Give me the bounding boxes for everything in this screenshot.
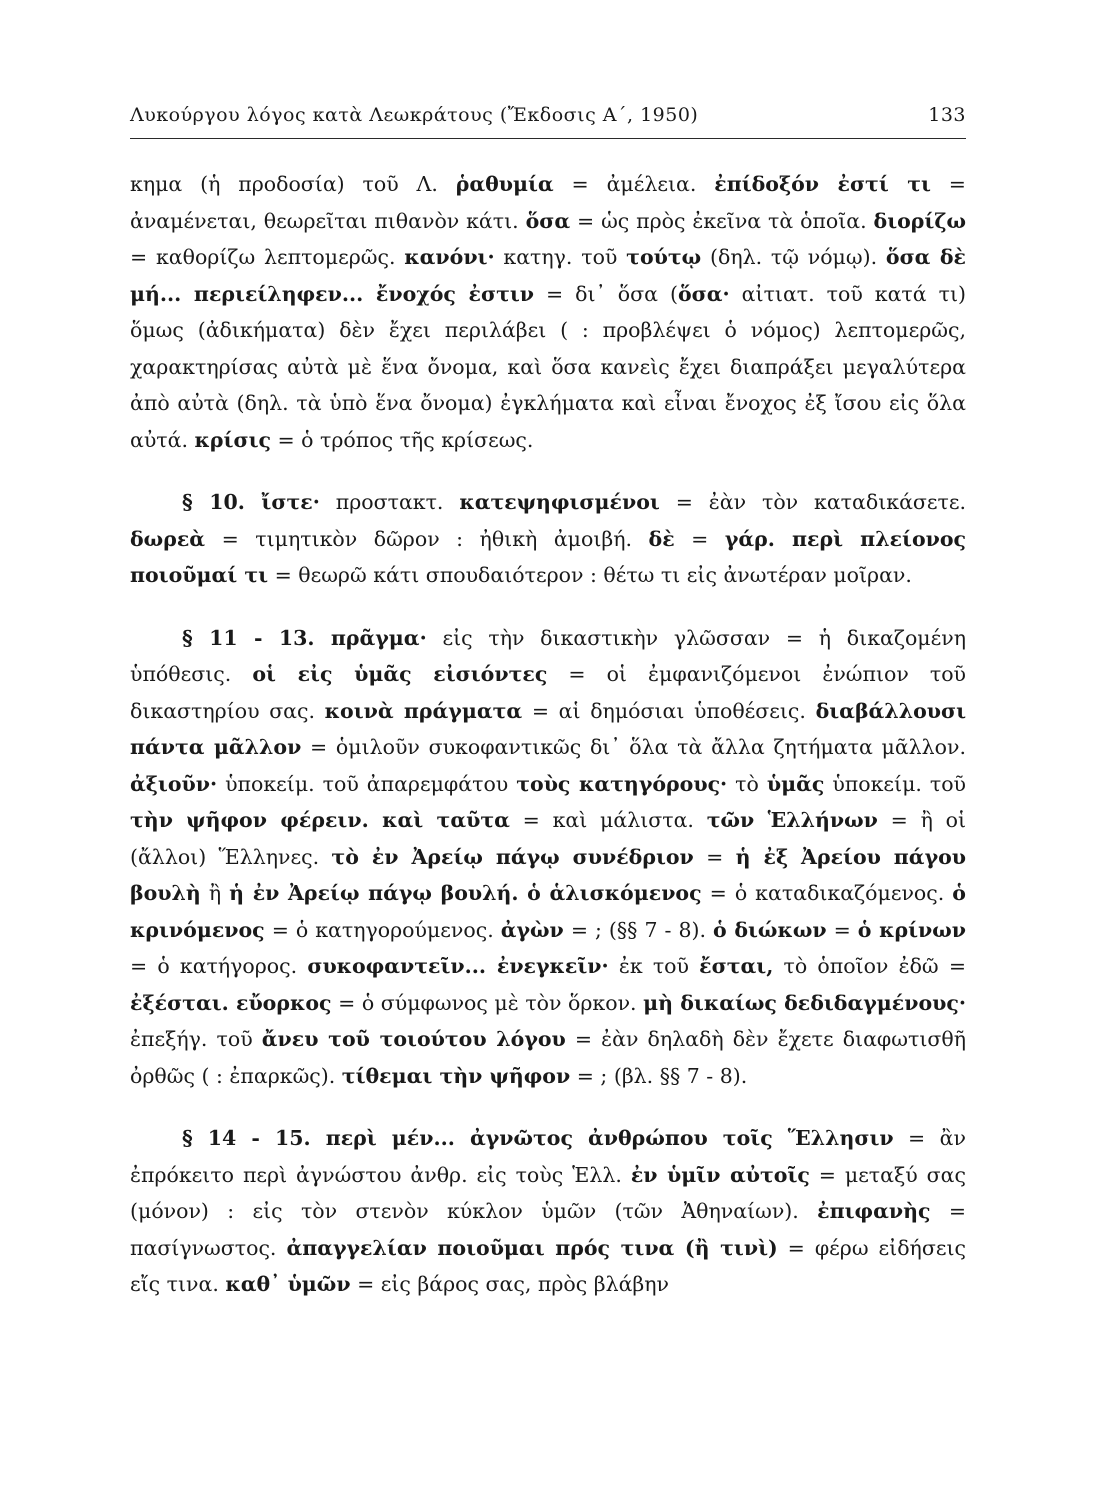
gloss-text: = καὶ μάλιστα.: [509, 808, 707, 832]
lemma-term: ἡ ἐξ Ἀρείου πάγου βουλὴ: [130, 844, 967, 905]
lemma-term: μὴ δικαίως δεδιδαγμένους·: [643, 990, 966, 1015]
gloss-text: = ἂν ἐπρόκειτο περὶ ἀγνώστου ἀνθρ. εἰς τοὺς Ἑλλ.: [130, 1126, 966, 1187]
gloss-text: ἢ: [200, 881, 230, 905]
lemma-term: γάρ. περὶ πλείονος ποιοῦμαί τι: [130, 526, 966, 587]
paragraph-section-10: [130, 484, 966, 594]
gloss-text: = ἀμέλεια.: [553, 172, 715, 196]
lemma-term: καθ᾽ ὑμῶν: [225, 1272, 351, 1296]
lemma-term: ἡ ἐν Ἀρείῳ πάγῳ βουλή. ὁ ἁλισκόμενος: [229, 881, 702, 905]
lemma-term: ὁ κρινόμενος: [130, 881, 966, 942]
lemma-term: τοὺς κατηγόρους·: [516, 771, 728, 796]
gloss-text: = θεωρῶ κάτι σπουδαιότερον : θέτω τι εἰς ἀνωτέραν μοῖραν.: [268, 563, 912, 587]
gloss-text: = ὁ κατήγορος.: [130, 954, 308, 978]
lemma-term: ἀπαγγελίαν ποιοῦμαι πρός τινα (ἢ τινὶ): [286, 1235, 778, 1260]
gloss-text: =: [693, 844, 736, 869]
gloss-text: προστακτ.: [319, 490, 460, 514]
lemma-term: τὴν ψῆφον φέρειν. καὶ ταῦτα: [130, 808, 510, 832]
lemma-term: κατεψηφισμένοι: [459, 490, 660, 514]
paragraph-section-14-15: [130, 1120, 966, 1303]
lemma-term: τὸ ἐν Ἀρείῳ πάγῳ συνέδριον: [331, 844, 694, 869]
gloss-text: = ὡς πρὸς ἐκεῖνα τὰ ὁποῖα.: [570, 208, 874, 233]
lemma-term: ἔσται,: [699, 954, 774, 978]
lemma-term: οἱ εἰς ὑμᾶς εἰσιόντες: [252, 662, 548, 686]
gloss-text: τὸ: [727, 771, 767, 796]
gloss-text: (δηλ. τῷ νόμῳ).: [701, 245, 886, 269]
lemma-term: κοινὰ πράγματα: [324, 698, 523, 723]
gloss-text: = ὁ καταδικαζόμενος.: [701, 881, 953, 905]
gloss-text: = ὁμιλοῦν συκοφαντικῶς δι᾽ ὅλα τὰ ἄλλα ζητήματα μᾶλλον.: [301, 735, 966, 759]
lemma-term: ἐπίδοξόν ἐστί τι: [714, 172, 931, 196]
lemma-term: τῶν Ἑλλήνων: [706, 808, 878, 832]
lemma-term: διαβάλλουσι πάντα μᾶλλον: [130, 698, 967, 759]
lemma-term: δωρεὰ: [130, 526, 206, 551]
gloss-text: αἰτιατ. τοῦ κατά τι) ὅμως (ἀδικήματα) δὲν ἔχει περιλάβει ( : προβλέψει ὁ νόμος) λεπτομερῶς, χαρακτηρίσας αὐτὰ μὲ ἕνα ὄνομα, καὶ ὅσα κανεὶς ἔχει διαπράξει μεγαλύτερα ἀπὸ αὐτὰ (δηλ. τὰ ὑπὸ ἕνα ὄνομα) ἐγκλήματα καὶ εἶναι ἔνοχος ἐξ ἴσου εἰς ὅλα αὐτά.: [130, 281, 966, 452]
gloss-text: ἐκ τοῦ: [608, 954, 700, 978]
gloss-text: = ἐὰν τὸν καταδικάσετε.: [659, 490, 966, 514]
lemma-term: ἀξιοῦν·: [130, 771, 218, 796]
gloss-text: = μεταξύ σας (μόνον) : εἰς τὸν στενὸν κύκλον ὑμῶν (τῶν Ἀθηναίων).: [130, 1162, 966, 1223]
gloss-text: =: [826, 917, 858, 942]
commentary-text: [130, 166, 966, 1303]
gloss-text: = ὁ τρόπος τῆς κρίσεως.: [270, 427, 534, 452]
gloss-text: εἰς τὴν δικαστικὴν γλῶσσαν = ἡ δικαζομένη ὑπόθεσις.: [130, 625, 966, 686]
gloss-text: = ἢ οἱ (ἄλλοι) Ἕλληνες.: [130, 808, 967, 869]
gloss-text: = ἐὰν δηλαδὴ δὲν ἔχετε διαφωτισθῆ ὀρθῶς ( : ἐπαρκῶς).: [130, 1027, 966, 1088]
lemma-term: διορίζω: [873, 208, 967, 233]
lemma-term: ῥαθυμία: [455, 172, 554, 196]
page-number: 133: [928, 104, 966, 126]
lemma-term: συκοφαντεῖν... ἐνεγκεῖν·: [307, 954, 609, 978]
running-title: Λυκούργου λόγος κατὰ Λεωκράτους (Ἔκδοσις Α΄, 1950): [130, 104, 699, 126]
gloss-text: = αἱ δημόσιαι ὑποθέσεις.: [522, 698, 816, 723]
lemma-term: ἐπιφανὴς: [817, 1199, 931, 1223]
gloss-text: ὑποκείμ. τοῦ: [824, 771, 967, 796]
gloss-text: ὑποκείμ. τοῦ ἀπαρεμφάτου: [217, 771, 517, 796]
lemma-term: ὅσα·: [677, 281, 730, 306]
lemma-term: κρίσις: [194, 427, 271, 452]
lemma-term: δὲ: [648, 526, 675, 551]
lemma-term: τούτῳ: [626, 245, 702, 269]
lemma-term: § 11 - 13. πρᾶγμα·: [182, 625, 427, 650]
lemma-term: ὁ κρίνων: [857, 917, 966, 942]
gloss-text: ἐπεξήγ. τοῦ: [130, 1027, 262, 1051]
gloss-text: = πασίγνωστος.: [130, 1199, 966, 1260]
gloss-text: = ὁ κατηγορούμενος.: [264, 917, 501, 942]
gloss-text: = ; (βλ. §§ 7 - 8).: [570, 1063, 748, 1088]
gloss-text: = ἀναμένεται, θεωρεῖται πιθανὸν κάτι.: [130, 172, 966, 233]
header-rule: [130, 138, 966, 139]
gloss-text: = ὁ σύμφωνος μὲ τὸν ὅρκον.: [331, 990, 644, 1015]
lemma-term: ἄνευ τοῦ τοιούτου λόγου: [261, 1027, 566, 1051]
lemma-term: ὅσα δὲ μή... περιείληφεν... ἔνοχός ἐστιν: [130, 245, 966, 306]
lemma-term: ἐν ὑμῖν αὐτοῖς: [630, 1162, 810, 1187]
lemma-term: ἀγὼν: [500, 917, 564, 942]
gloss-text: = ; (§§ 7 - 8).: [563, 917, 714, 942]
lemma-term: ὁ διώκων: [713, 917, 827, 942]
gloss-text: τὸ ὁποῖον ἐδῶ =: [773, 954, 966, 978]
gloss-text: = καθορίζω λεπτομερῶς.: [130, 245, 405, 269]
gloss-text: = δι᾽ ὅσα (: [534, 281, 678, 306]
gloss-text: κατηγ. τοῦ: [494, 245, 627, 269]
gloss-text: = τιμητικὸν δῶρον : ἠθικὴ ἀμοιβή.: [205, 526, 649, 551]
lemma-term: § 14 - 15. περὶ μέν... ἀγνῶτος ἀνθρώπου τοῖς Ἕλλησιν: [182, 1126, 894, 1150]
lemma-term: ὑμᾶς: [766, 771, 825, 796]
gloss-text: =: [674, 526, 725, 551]
lemma-term: § 10. ἴστε·: [182, 490, 320, 514]
paragraph-intro: [130, 166, 966, 458]
lemma-term: ὅσα: [525, 208, 571, 233]
running-header: [130, 104, 966, 126]
paragraph-section-11-13: [130, 620, 966, 1095]
gloss-text: = φέρω εἰδήσεις εἴς τινα.: [130, 1235, 966, 1296]
lemma-term: κανόνι·: [404, 245, 495, 269]
lemma-term: τίθεμαι τὴν ψῆφον: [341, 1063, 571, 1088]
lemma-term: ἐξέσται. εὔορκος: [130, 990, 332, 1015]
gloss-text: = οἱ ἐμφανιζόμενοι ἐνώπιον τοῦ δικαστηρίου σας.: [130, 662, 967, 723]
gloss-text: = εἰς βάρος σας, πρὸς βλάβην: [350, 1272, 670, 1296]
gloss-text: κημα (ἡ προδοσία) τοῦ Λ.: [130, 172, 456, 196]
